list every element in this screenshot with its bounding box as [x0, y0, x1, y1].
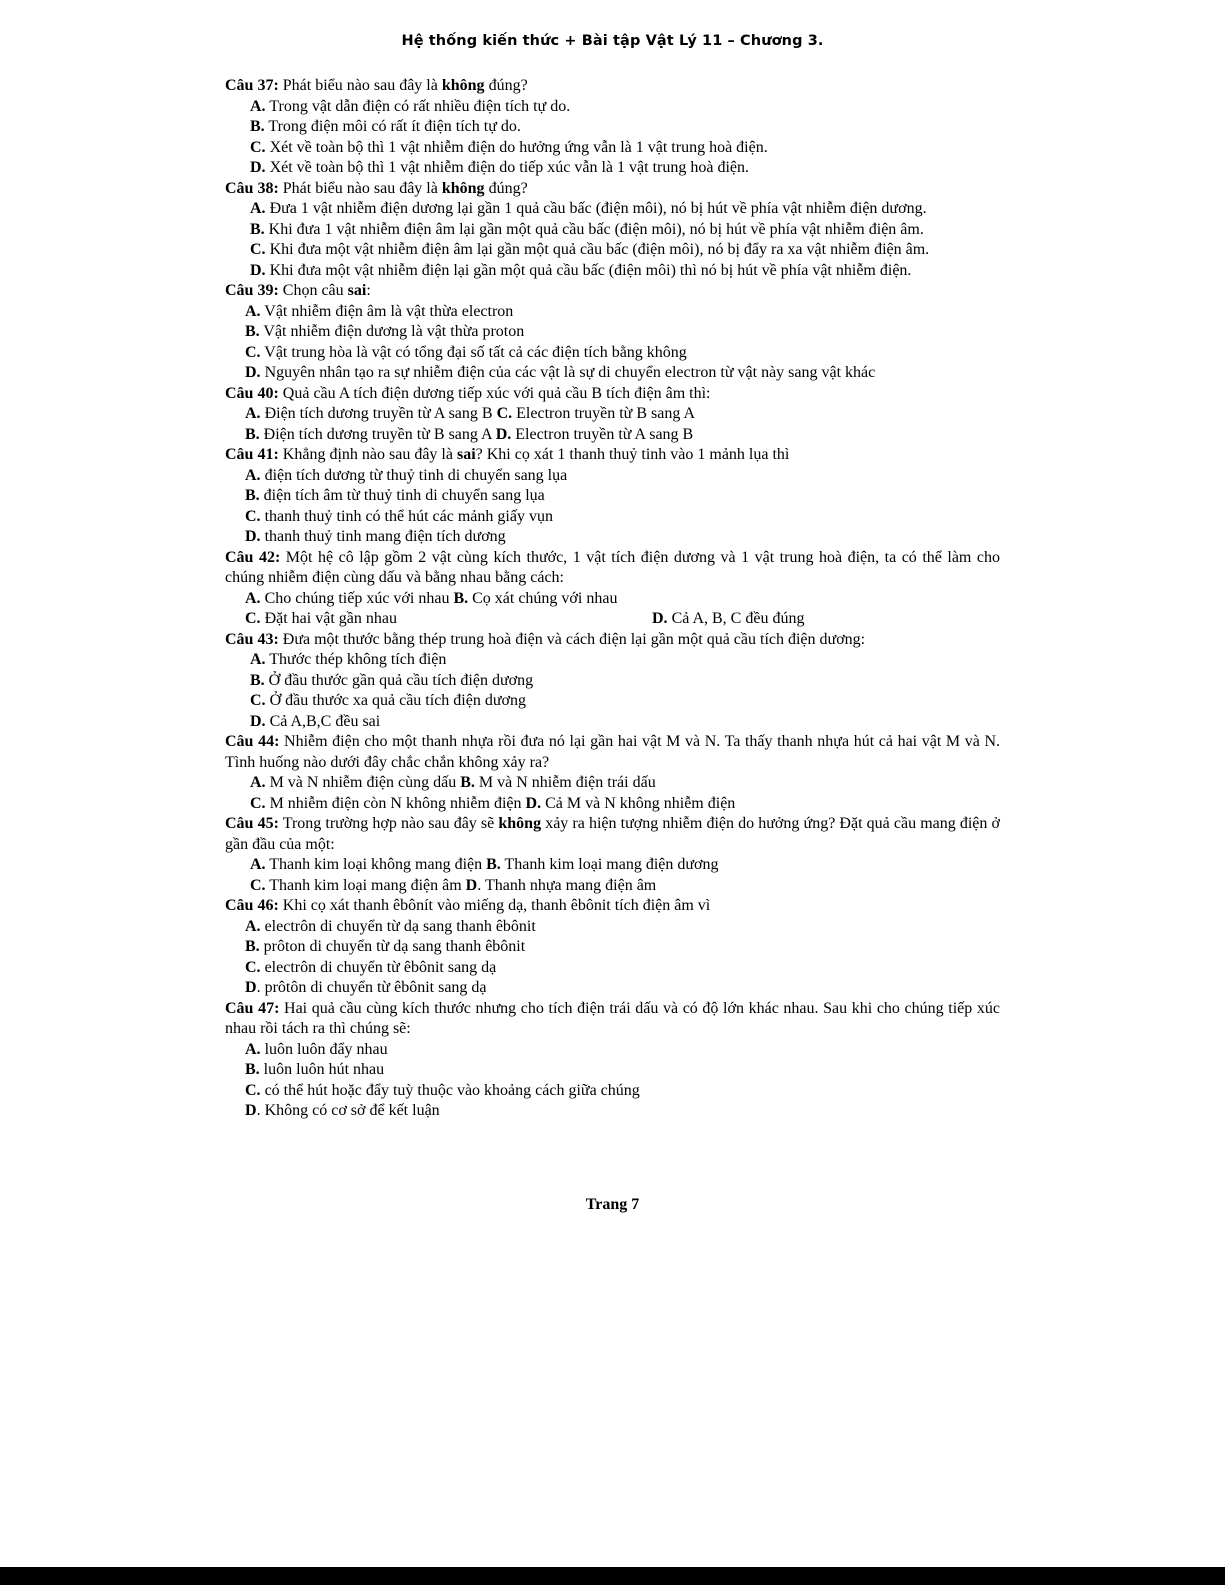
question-43-option-c: C. Ở đầu thước xa quả cầu tích điện dương — [250, 692, 526, 709]
question-39-option-b: B. Vật nhiễm điện dương là vật thừa proton — [245, 323, 525, 340]
question-47-option-b: B. luôn luôn hút nhau — [245, 1061, 385, 1078]
question-45-options-ab: A. Thanh kim loại không mang điện B. Thanh kim loại mang điện dương — [250, 856, 719, 873]
question-43-option-d: D. Cả A,B,C đều sai — [250, 712, 381, 730]
question-37-stem: Câu 37: Phát biểu nào sau đây là không đúng? — [225, 77, 528, 94]
question-38-option-d: D. Khi đưa một vật nhiễm điện lại gần một quả cầu bấc (điện môi) thì nó bị hút về phía vật nhiễm điện. — [250, 261, 912, 279]
question-47-stem: Câu 47: Hai quả cầu cùng kích thước nhưng cho tích điện trái dấu và có độ lớn khác nhau. Sau khi cho chúng tiếp xúc nhau rồi tách ra thì chúng sẽ: — [225, 999, 1001, 1037]
question-list — [225, 76, 1000, 1122]
question-41-option-b: B. điện tích âm từ thuỷ tinh di chuyển sang lụa — [245, 487, 545, 504]
question-39-option-a: A. Vật nhiễm điện âm là vật thừa electron — [245, 302, 514, 320]
question-39-option-d: D. Nguyên nhân tạo ra sự nhiễm điện của các vật là sự di chuyển electron từ vật này sang vật khác — [245, 364, 876, 381]
question-46-option-b: B. prôton di chuyển từ dạ sang thanh êbônit — [245, 938, 526, 955]
bottom-border-bar — [0, 1567, 1225, 1585]
question-45-options-cd: C. Thanh kim loại mang điện âm D. Thanh nhựa mang điện âm — [250, 876, 657, 894]
question-42-options-ab: A. Cho chúng tiếp xúc với nhau B. Cọ xát chúng với nhau — [245, 589, 618, 607]
question-38-option-b: B. Khi đưa 1 vật nhiễm điện âm lại gần một quả cầu bấc (điện môi), nó bị hút về phía vật nhiễm điện âm. — [250, 220, 924, 238]
question-41-option-a: A. điện tích dương từ thuỷ tinh di chuyển sang lụa — [245, 466, 568, 484]
question-37-option-a: A. Trong vật dẫn điện có rất nhiều điện tích tự do. — [250, 97, 571, 115]
question-46-option-c: C. electrôn di chuyển từ êbônit sang dạ — [245, 958, 497, 976]
question-41-stem: Câu 41: Khẳng định nào sau đây là sai? Khi cọ xát 1 thanh thuỷ tinh vào 1 mảnh lụa thì — [225, 446, 790, 463]
question-41-option-c: C. thanh thuỷ tinh có thể hút các mảnh giấy vụn — [245, 507, 553, 525]
question-42-options-cd: C. Đặt hai vật gần nhau D. Cả A, B, C đều đúng — [245, 610, 805, 627]
question-44-options-cd: C. M nhiễm điện còn N không nhiễm điện D. Cả M và N không nhiễm điện — [250, 794, 736, 812]
question-38-stem: Câu 38: Phát biểu nào sau đây là không đúng? — [225, 179, 528, 197]
question-40-options-bd: B. Điện tích dương truyền từ B sang A D. Electron truyền từ A sang B — [245, 425, 694, 443]
question-47-option-c: C. có thể hút hoặc đẩy tuỳ thuộc vào khoảng cách giữa chúng — [245, 1081, 640, 1099]
question-46-option-a: A. electrôn di chuyển từ dạ sang thanh êbônit — [245, 917, 536, 935]
page-header: Hệ thống kiến thức + Bài tập Vật Lý 11 – Chương 3. — [401, 33, 824, 49]
question-40-stem: Câu 40: Quả cầu A tích điện dương tiếp xúc với quả cầu B tích điện âm thì: — [225, 384, 711, 402]
question-43-option-a: A. Thước thép không tích điện — [250, 651, 447, 668]
question-37-option-d: D. Xét về toàn bộ thì 1 vật nhiễm điện do tiếp xúc vẫn là 1 vật trung hoà điện. — [250, 159, 749, 176]
question-47-option-a: A. luôn luôn đẩy nhau — [245, 1040, 388, 1058]
question-41-option-d: D. thanh thuỷ tinh mang điện tích dương — [245, 528, 506, 545]
question-39-option-c: C. Vật trung hòa là vật có tổng đại số tất cả các điện tích bằng không — [245, 343, 687, 361]
page-number: Trang 7 — [585, 1196, 640, 1213]
question-37-option-b: B. Trong điện môi có rất ít điện tích tự do. — [250, 118, 521, 135]
question-43-option-b: B. Ở đầu thước gần quả cầu tích điện dương — [250, 671, 534, 689]
question-38-option-c: C. Khi đưa một vật nhiễm điện âm lại gần một quả cầu bấc (điện môi), nó bị đẩy ra xa vật nhiễm điện âm. — [250, 241, 930, 258]
question-38-option-a: A. Đưa 1 vật nhiễm điện dương lại gần 1 quả cầu bấc (điện môi), nó bị hút về phía vật nhiễm điện dương. — [250, 200, 927, 217]
question-44-options-ab: A. M và N nhiễm điện cùng dấu B. M và N nhiễm điện trái dấu — [250, 774, 656, 791]
question-45-stem: Câu 45: Trong trường hợp nào sau đây sẽ không xảy ra hiện tượng nhiễm điện do hưởng ứng? Đặt quả cầu mang điện ở gần đầu của một: — [225, 815, 1000, 853]
question-46-stem: Câu 46: Khi cọ xát thanh êbônít vào miếng dạ, thanh êbônit tích điện âm vì — [225, 897, 711, 914]
question-40-options-ac: A. Điện tích dương truyền từ A sang B C. Electron truyền từ B sang A — [245, 405, 695, 422]
question-39-stem: Câu 39: Chọn câu sai: — [225, 282, 371, 299]
question-42-stem: Câu 42: Một hệ cô lập gồm 2 vật cùng kích thước, 1 vật tích điện dương và 1 vật trung hoà điện, ta có thể làm cho chúng nhiễm điện cùng dấu và bằng nhau bằng cách: — [225, 548, 1000, 586]
question-47-option-d: D. Không có cơ sở để kết luận — [245, 1102, 440, 1119]
question-44-stem: Câu 44: Nhiễm điện cho một thanh nhựa rồi đưa nó lại gần hai vật M và N. Ta thấy thanh nhựa hút cả hai vật M và N. Tình huống nào dưới đây chắc chắn không xảy ra? — [225, 733, 1001, 771]
question-43-stem: Câu 43: Đưa một thước bằng thép trung hoà điện và cách điện lại gần một quả cầu tích điện dương: — [225, 630, 866, 648]
question-37-option-c: C. Xét về toàn bộ thì 1 vật nhiễm điện do hưởng ứng vẫn là 1 vật trung hoà điện. — [250, 138, 768, 156]
question-46-option-d: D. prôtôn di chuyển từ êbônit sang dạ — [245, 979, 487, 996]
